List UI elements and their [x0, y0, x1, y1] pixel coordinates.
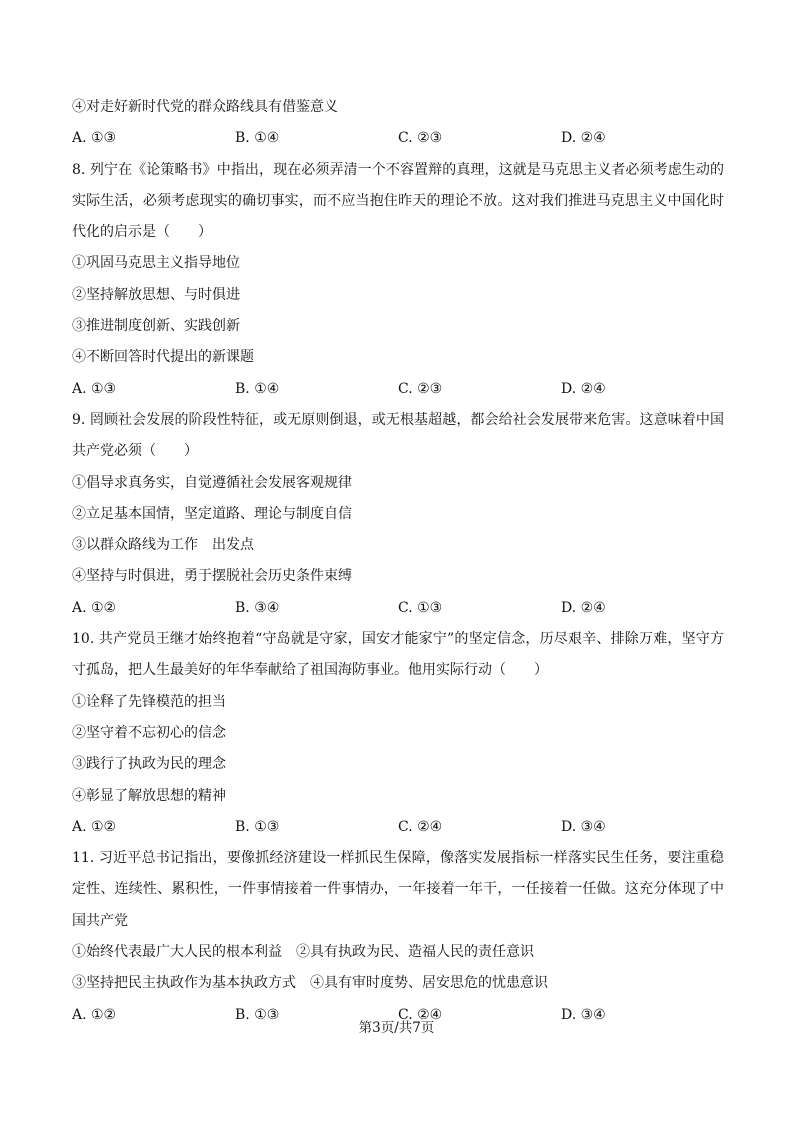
- q9-item-2: ②立足基本国情，坚定道路、理论与制度自信: [72, 505, 352, 522]
- q7-option-c: C. ②③: [398, 130, 443, 147]
- q11-option-d: D. ③④: [561, 1006, 606, 1023]
- q8-stem: 8. 列宁在《论策略书》中指出，现在必须弄清一个不容置辩的真理，这就是马克思主义者必须考虑生动的实际生活，必须考虑现实的确切事实，而不应当抱住昨天的理论不放。这对我们推进马克思主义中国化时代化的启示是（ ）: [72, 161, 724, 241]
- q11-option-a: A. ①②: [72, 1006, 117, 1023]
- q10-option-a: A. ①②: [72, 818, 117, 835]
- q7-options: [72, 123, 724, 154]
- q8-option-c: C. ②③: [398, 380, 443, 397]
- q10-options: [72, 812, 724, 843]
- page-footer: 第3页/共7页: [358, 1020, 435, 1036]
- q11-items-row-2: ③坚持把民主执政作为基本执政方式 ④具有审时度势、居安思危的忧患意识: [72, 975, 548, 992]
- q7-item-4: ④对走好新时代党的群众路线具有借鉴意义: [72, 99, 338, 115]
- q9-item-1: ①倡导求真务实，自觉遵循社会发展客观规律: [72, 474, 352, 491]
- q10-item-3: ③践行了执政为民的理念: [72, 756, 226, 773]
- q8-item-4: ④不断回答时代提出的新课题: [72, 349, 254, 366]
- q9-option-d: D. ②④: [561, 599, 606, 616]
- q8-item-3: ③推进制度创新、实践创新: [72, 318, 240, 335]
- q8-options: [72, 374, 724, 405]
- q11-option-b: B. ①③: [235, 1006, 280, 1023]
- q9-option-c: C. ①③: [398, 599, 443, 616]
- q8-option-a: A. ①③: [72, 380, 117, 397]
- q9-options: [72, 593, 724, 624]
- q10-stem: 10. 共产党员王继才始终抱着“守岛就是守家，国安才能家宁”的坚定信念，历尽艰辛、排除万难，坚守方寸孤岛，把人生最美好的年华奉献给了祖国海防事业。他用实际行动（ ）: [72, 631, 724, 679]
- q7-option-d: D. ②④: [561, 130, 606, 147]
- q10-option-b: B. ①③: [235, 818, 280, 835]
- q7-option-a: A. ①③: [72, 130, 117, 147]
- q10-item-2: ②坚守着不忘初心的信念: [72, 724, 226, 741]
- q11-items-row-1: ①始终代表最广大人民的根本利益 ②具有执政为民、造福人民的责任意识: [72, 944, 534, 961]
- q8-option-b: B. ①④: [235, 380, 280, 397]
- q8-item-1: ①巩固马克思主义指导地位: [72, 255, 240, 272]
- exam-page: [72, 92, 724, 1031]
- q8-option-d: D. ②④: [561, 380, 606, 397]
- q10-item-4: ④彰显了解放思想的精神: [72, 787, 226, 804]
- q10-item-1: ①诠释了先锋模范的担当: [72, 693, 226, 710]
- q7-option-b: B. ①④: [235, 130, 280, 147]
- q9-item-3: ③以群众路线为工作 出发点: [72, 537, 254, 554]
- q11-stem: 11. 习近平总书记指出，要像抓经济建设一样抓民生保障，像落实发展指标一样落实民生任务，要注重稳定性、连续性、累积性，一件事情接着一件事情办，一年接着一年干，一任接着一任做。这充分体现了中国共产党: [72, 850, 724, 929]
- q10-option-c: C. ②④: [398, 818, 443, 835]
- q9-option-a: A. ①②: [72, 599, 117, 616]
- q8-item-2: ②坚持解放思想、与时俱进: [72, 286, 240, 303]
- q10-option-d: D. ③④: [561, 818, 606, 835]
- q11-option-c: C. ②④: [398, 1006, 443, 1023]
- q9-item-4: ④坚持与时俱进，勇于摆脱社会历史条件束缚: [72, 568, 352, 585]
- q9-option-b: B. ③④: [235, 599, 280, 616]
- q9-stem: 9. 罔顾社会发展的阶段性特征，或无原则倒退，或无根基超越，都会给社会发展带来危害。这意味着中国共产党必须（ ）: [72, 411, 724, 460]
